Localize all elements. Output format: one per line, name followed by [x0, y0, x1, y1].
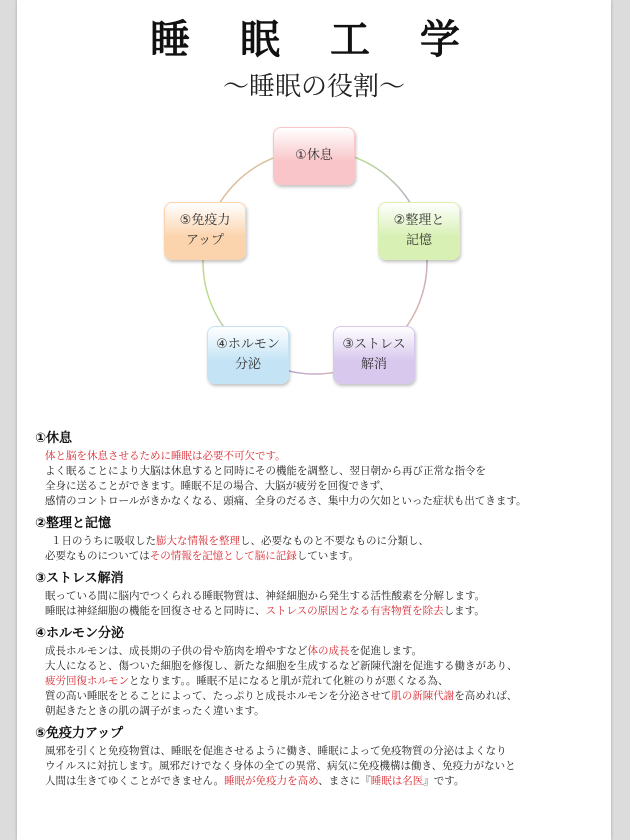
node-label-line1: ④ホルモン — [216, 337, 280, 352]
body-text: 朝起きたときの肌の調子がまったく違います。 — [45, 705, 265, 717]
explanation-sections — [35, 430, 605, 795]
node-label-line2: 分泌 — [234, 357, 261, 372]
body-text: 感情のコントロールがきかなくなる、頭痛、全身のだるさ、集中力の欠如といった症状も出てきます。 — [45, 495, 527, 507]
section-text-line — [35, 744, 605, 759]
node-label-line2: 記憶 — [405, 233, 432, 248]
section-text-line — [35, 659, 605, 674]
section — [35, 570, 605, 619]
body-text: を高めれば、 — [454, 690, 518, 702]
section-text-line — [35, 464, 605, 479]
body-text: 大人になると、傷ついた細胞を修復し、新たな細胞を生成するなど新陳代謝を促進する働きがあり、 — [45, 660, 518, 672]
body-text: となります。。睡眠不足になると肌が荒れて化粧のりが悪くなる為、 — [129, 675, 449, 687]
body-text: 睡眠は神経細胞の機能を回復させると同時に、 — [45, 605, 266, 617]
body-text: 成長ホルモンは、成長期の子供の骨や筋肉を増やすなど — [45, 645, 308, 657]
body-text: し、必要なものと不要なものに分類し、 — [240, 535, 429, 547]
highlighted-text: 膨大な情報を整理 — [156, 535, 240, 547]
body-text: 眠っている間に脳内でつくられる睡眠物質は、神経細胞から発生する活性酸素を分解します。 — [45, 590, 486, 602]
section-text-line — [35, 774, 605, 789]
page-title: 睡 眠 工 学 — [150, 17, 478, 63]
section — [35, 430, 605, 509]
section-text-line — [35, 689, 605, 704]
body-text: を促進します。 — [349, 645, 423, 657]
highlighted-text: 体と脳を休息させるために睡眠は必要不可欠です。 — [45, 450, 286, 462]
section-heading: ④ホルモン分泌 — [35, 626, 125, 641]
body-text: します。 — [443, 605, 485, 617]
body-text: 、まさに『 — [318, 775, 371, 787]
document-page — [17, 0, 611, 840]
node-organize-memory — [378, 202, 460, 260]
node-immunity — [164, 202, 246, 260]
section-text-line — [35, 674, 605, 689]
node-hormone — [207, 326, 289, 384]
cycle-ring — [17, 0, 611, 420]
section-text-line — [35, 494, 605, 509]
highlighted-text: ストレスの原因となる有害物質を除去 — [265, 605, 444, 617]
node-label-line1: ②整理と — [393, 213, 445, 228]
body-text: 必要なものについては — [45, 550, 150, 562]
highlighted-text: 疲労回復ホルモン — [45, 675, 129, 687]
section — [35, 625, 605, 719]
body-text: 全身に送ることができます。睡眠不足の場合、大脳が疲労を回復できず、 — [45, 480, 390, 492]
node-label-line2: アップ — [185, 233, 225, 248]
node-label-line1: ③ストレス — [342, 337, 406, 352]
highlighted-text: 睡眠は名医 — [370, 775, 424, 787]
body-text: 風邪を引くと免疫物質は、睡眠を促進させるように働き、睡眠によって免疫物質の分泌はよくなり — [45, 745, 507, 757]
node-stress-relief — [333, 326, 415, 384]
section-text-line — [35, 534, 605, 549]
section-text-line — [35, 704, 605, 719]
section-text-line — [35, 759, 605, 774]
node-label-line1: ①休息 — [295, 148, 333, 163]
section-heading: ②整理と記憶 — [35, 516, 112, 531]
section-heading: ③ストレス解消 — [35, 571, 124, 586]
page-subtitle: ～睡眠の役割～ — [222, 72, 405, 102]
section-heading: ⑤免疫力アップ — [35, 726, 124, 741]
highlighted-text: 睡眠が免疫力を高め — [224, 775, 319, 787]
highlighted-text: その情報を記憶として脳に記録 — [149, 550, 297, 562]
body-text: 人間は生きてゆくことができません。 — [45, 775, 225, 787]
section-text-line — [35, 479, 605, 494]
section-text-line — [35, 644, 605, 659]
section — [35, 515, 605, 564]
node-label-line1: ⑤免疫力 — [179, 213, 231, 228]
section — [35, 725, 605, 789]
highlighted-text: 体の成長 — [307, 645, 350, 657]
section-text-line — [35, 589, 605, 604]
highlighted-text: 肌の新陳代謝 — [391, 690, 455, 702]
section-text-line — [35, 449, 605, 464]
body-text: 』です。 — [423, 775, 465, 787]
body-text: １日のうちに吸収した — [51, 535, 156, 547]
section-heading: ①休息 — [35, 431, 73, 446]
body-text: 質の高い睡眠をとることによって、たっぷりと成長ホルモンを分泌させて — [45, 690, 392, 702]
section-text-line — [35, 549, 605, 564]
node-rest — [273, 127, 355, 185]
body-text: よく眠ることにより大脳は休息すると同時にその機能を調整し、翌日朝から再び正常な指令を — [45, 465, 486, 477]
body-text: しています。 — [296, 550, 359, 562]
section-text-line — [35, 604, 605, 619]
node-label-line2: 解消 — [360, 357, 387, 372]
body-text: ウイルスに対抗します。風邪だけでなく身体の全ての異常、病気に免疫機構は働き、免疫力がないと — [45, 760, 516, 772]
